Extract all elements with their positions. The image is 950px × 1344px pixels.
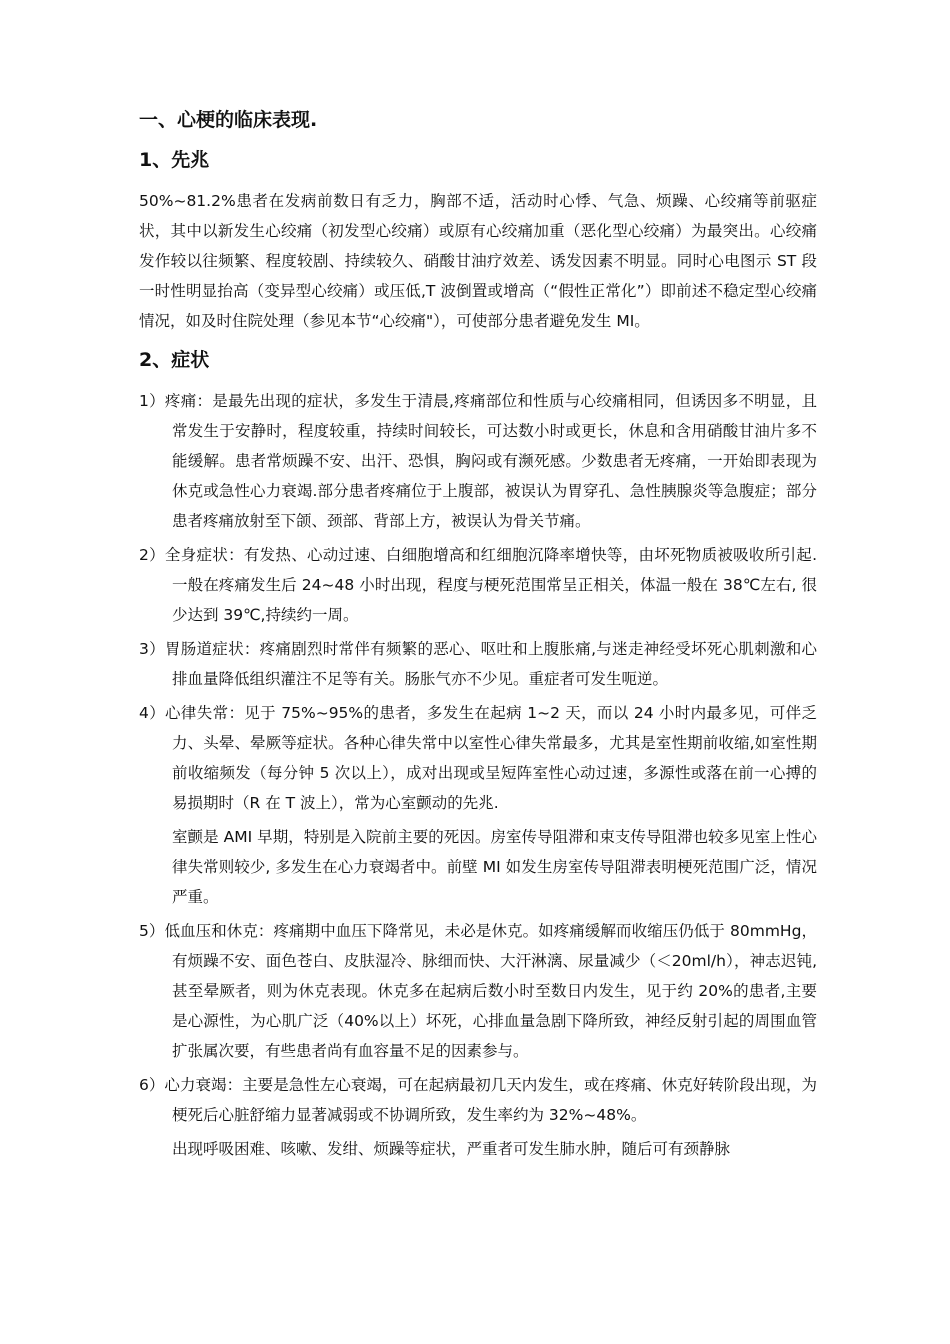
- document-page: [139, 106, 817, 1168]
- main-heading: 一、心梗的临床表现.: [139, 109, 318, 131]
- symptom-item-arrhythmia-continued: 室颤是 AMI 早期，特别是入院前主要的死因。房室传导阻滞和束支传导阻滞也较多见室上性心律失常则较少, 多发生在心力衰竭者中。前壁 MI 如发生房室传导阻滞表明梗死范围广泛，情况严重。: [172, 828, 817, 906]
- symptom-item-systemic: 2）全身症状：有发热、心动过速、白细胞增高和红细胞沉降率增快等，由坏死物质被吸收所引起.一般在疼痛发生后 24~48 小时出现，程度与梗死范围常呈正相关，体温一般在 38℃左右, 很少达到 39℃,持续约一周。: [139, 546, 817, 624]
- symptom-item-heart-failure-continued: 出现呼吸困难、咳嗽、发绀、烦躁等症状，严重者可发生肺水肿，随后可有颈静脉: [172, 1140, 731, 1158]
- symptom-item-pain: 1）疼痛：是最先出现的症状，多发生于清晨,疼痛部位和性质与心绞痛相同，但诱因多不明显，且常发生于安静时，程度较重，持续时间较长，可达数小时或更长，休息和含用硝酸甘油片多不能缓解。患者常烦躁不安、出汗、恐惧，胸闷或有濒死感。少数患者无疼痛，一开始即表现为休克或急性心力衰竭.部分患者疼痛位于上腹部，被误认为胃穿孔、急性胰腺炎等急腹症；部分患者疼痛放射至下颌、颈部、背部上方，被误认为骨关节痛。: [139, 392, 817, 530]
- symptom-item-heart-failure: 6）心力衰竭：主要是急性左心衰竭，可在起病最初几天内发生，或在疼痛、休克好转阶段出现，为梗死后心脏舒缩力显著减弱或不协调所致，发生率约为 32%~48%。: [139, 1076, 817, 1124]
- symptom-item-gastrointestinal: 3）胃肠道症状：疼痛剧烈时常伴有频繁的恶心、呕吐和上腹胀痛,与迷走神经受坏死心肌刺激和心排血量降低组织灌注不足等有关。肠胀气亦不少见。重症者可发生呃逆。: [139, 640, 817, 688]
- symptom-item-arrhythmia: 4）心律失常：见于 75%~95%的患者，多发生在起病 1~2 天，而以 24 小时内最多见，可伴乏力、头晕、晕厥等症状。各种心律失常中以室性心律失常最多，尤其是室性期前收缩,如室性期前收缩频发（每分钟 5 次以上），成对出现或呈短阵室性心动过速，多源性或落在前一心搏的易损期时（R 在 T 波上），常为心室颤动的先兆.: [139, 704, 817, 812]
- section-title-symptoms: 2、症状: [139, 349, 210, 371]
- symptom-item-hypotension-shock: 5）低血压和休克：疼痛期中血压下降常见，未必是休克。如疼痛缓解而收缩压仍低于 80mmHg，有烦躁不安、面色苍白、皮肤湿冷、脉细而快、大汗淋漓、尿量减少（＜20ml/h），神志迟钝,甚至晕厥者，则为休克表现。休克多在起病后数小时至数日内发生，见于约 20%的患者,主要是心源性，为心肌广泛（40%以上）坏死，心排血量急剧下降所致，神经反射引起的周围血管扩张属次要，有些患者尚有血容量不足的因素参与。: [139, 922, 817, 1060]
- prodrome-paragraph: 50%~81.2%患者在发病前数日有乏力，胸部不适，活动时心悸、气急、烦躁、心绞痛等前驱症状，其中以新发生心绞痛（初发型心绞痛）或原有心绞痛加重（恶化型心绞痛）为最突出。心绞痛发作较以往频繁、程度较剧、持续较久、硝酸甘油疗效差、诱发因素不明显。同时心电图示 ST 段一时性明显抬高（变异型心绞痛）或压低,T 波倒置或增高（“假性正常化”）即前述不稳定型心绞痛情况，如及时住院处理（参见本节“心绞痛"），可使部分患者避免发生 MI。: [139, 192, 817, 330]
- section-title-prodrome: 1、先兆: [139, 149, 210, 171]
